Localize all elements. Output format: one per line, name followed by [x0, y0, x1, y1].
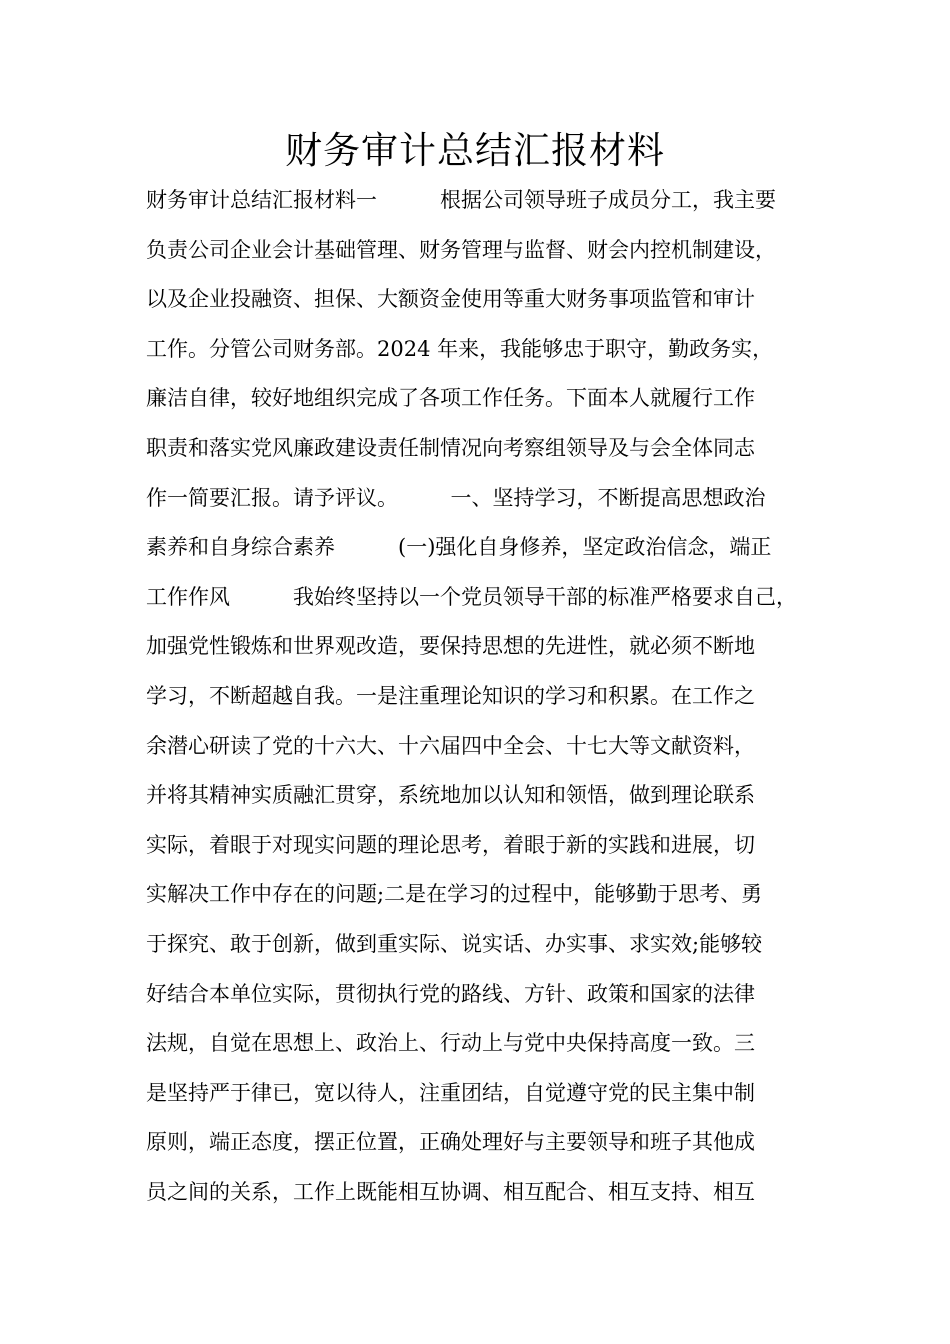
- body-line: 法规，自觉在思想上、政治上、行动上与党中央保持高度一致。三: [146, 1031, 755, 1056]
- body-line: 是坚持严于律已，宽以待人，注重团结，自觉遵守党的民主集中制: [146, 1080, 755, 1105]
- body-line: 学习，不断超越自我。一是注重理论知识的学习和积累。在工作之: [146, 683, 755, 708]
- body-line: 好结合本单位实际，贯彻执行党的路线、方针、政策和国家的法律: [146, 981, 755, 1006]
- body-line: 负责公司企业会计基础管理、财务管理与监督、财会内控机制建设，: [146, 237, 776, 262]
- body-line: 以及企业投融资、担保、大额资金使用等重大财务事项监管和审计: [146, 287, 755, 312]
- body-line: 实际，着眼于对现实问题的理论思考，着眼于新的实践和进展，切: [146, 832, 755, 857]
- body-line: 素养和自身综合素养 (一)强化自身修养，坚定政治信念，端正: [146, 535, 772, 560]
- body-line: 原则，端正态度，摆正位置，正确处理好与主要领导和班子其他成: [146, 1130, 755, 1155]
- body-line: 余潜心研读了党的十六大、十六届四中全会、十七大等文献资料，: [146, 733, 755, 758]
- body-line: 加强党性锻炼和世界观改造，要保持思想的先进性，就必须不断地: [146, 634, 755, 659]
- body-line: 作一简要汇报。请予评议。 一、坚持学习，不断提高思想政治: [146, 485, 766, 510]
- body-line: 于探究、敢于创新，做到重实际、说实话、办实事、求实效;能够较: [146, 931, 763, 956]
- body-line: 并将其精神实质融汇贯穿，系统地加以认知和领悟，做到理论联系: [146, 783, 755, 808]
- body-line: 财务审计总结汇报材料一 根据公司领导班子成员分工，我主要: [146, 188, 776, 212]
- body-line: 工作。分管公司财务部。2024 年来，我能够忠于职守，勤政务实，: [146, 336, 774, 361]
- body-line: 员之间的关系，工作上既能相互协调、相互配合、相互支持、相互: [146, 1179, 755, 1204]
- body-line: 职责和落实党风廉政建设责任制情况向考察组领导及与会全体同志: [146, 435, 755, 460]
- document-title: 财务审计总结汇报材料: [285, 129, 665, 172]
- document-body: [146, 176, 816, 1217]
- body-line: 实解决工作中存在的问题;二是在学习的过程中，能够勤于思考、勇: [146, 882, 763, 907]
- body-line: 廉洁自律，较好地组织完成了各项工作任务。下面本人就履行工作: [146, 386, 755, 411]
- body-line: 工作作风 我始终坚持以一个党员领导干部的标准严格要求自己，: [146, 584, 797, 609]
